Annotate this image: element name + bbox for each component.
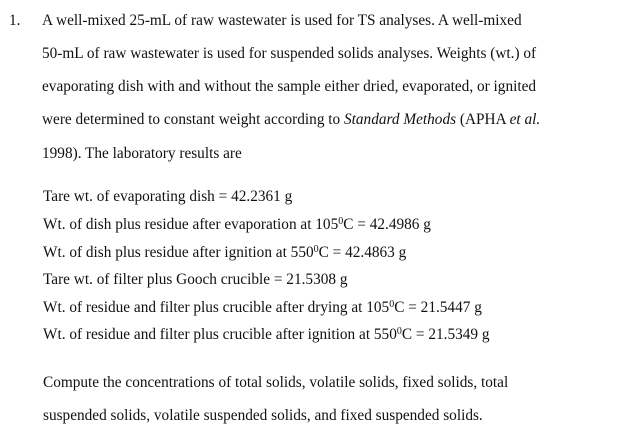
result-text: Wt. of residue and filter plus crucible after ignition at 550 — [43, 326, 397, 343]
result-value: C = 21.5349 g — [401, 326, 490, 343]
result-line: Tare wt. of filter plus Gooch crucible = 21.5308 g — [43, 271, 348, 288]
intro-line-2: 50-mL of raw wastewater is used for suspended solids analyses. Weights (wt.) of — [42, 45, 537, 62]
result-value: C = 42.4986 g — [343, 216, 431, 233]
intro-line-4-text: were determined to constant weight according to — [42, 111, 345, 128]
intro-line-1: A well-mixed 25-mL of raw wastewater is used for TS analyses. A well-mixed — [42, 12, 522, 29]
result-line — [43, 216, 431, 234]
result-line — [43, 299, 482, 317]
intro-line-5: 1998). The laboratory results are — [42, 145, 242, 162]
problem-number: 1. — [9, 12, 21, 29]
intro-line-4 — [42, 111, 540, 129]
reference-et-al: et al. — [509, 111, 541, 128]
degree-sup: 0 — [396, 326, 402, 337]
result-value: C = 42.4863 g — [318, 244, 407, 261]
degree-sup: 0 — [313, 244, 319, 255]
result-text: Wt. of residue and filter plus crucible after drying at 105 — [43, 299, 390, 316]
question-line-1: Compute the concentrations of total solids, volatile solids, fixed solids, total — [43, 374, 509, 391]
degree-sup: 0 — [338, 216, 344, 227]
reference-mid: (APHA — [456, 111, 510, 128]
intro-line-3: evaporating dish with and without the sample either dried, evaporated, or ignited — [42, 78, 537, 95]
result-text: Wt. of dish plus residue after ignition at 550 — [43, 244, 314, 261]
result-line — [43, 326, 490, 344]
reference-title: Standard Methods — [344, 111, 457, 128]
result-line — [43, 244, 406, 262]
degree-sup: 0 — [389, 299, 395, 310]
result-line: Tare wt. of evaporating dish = 42.2361 g — [43, 188, 293, 205]
question-line-2: suspended solids, volatile suspended solids, and fixed suspended solids. — [43, 407, 483, 424]
result-value: C = 21.5447 g — [394, 299, 482, 316]
result-text: Wt. of dish plus residue after evaporation at 105 — [43, 216, 339, 233]
